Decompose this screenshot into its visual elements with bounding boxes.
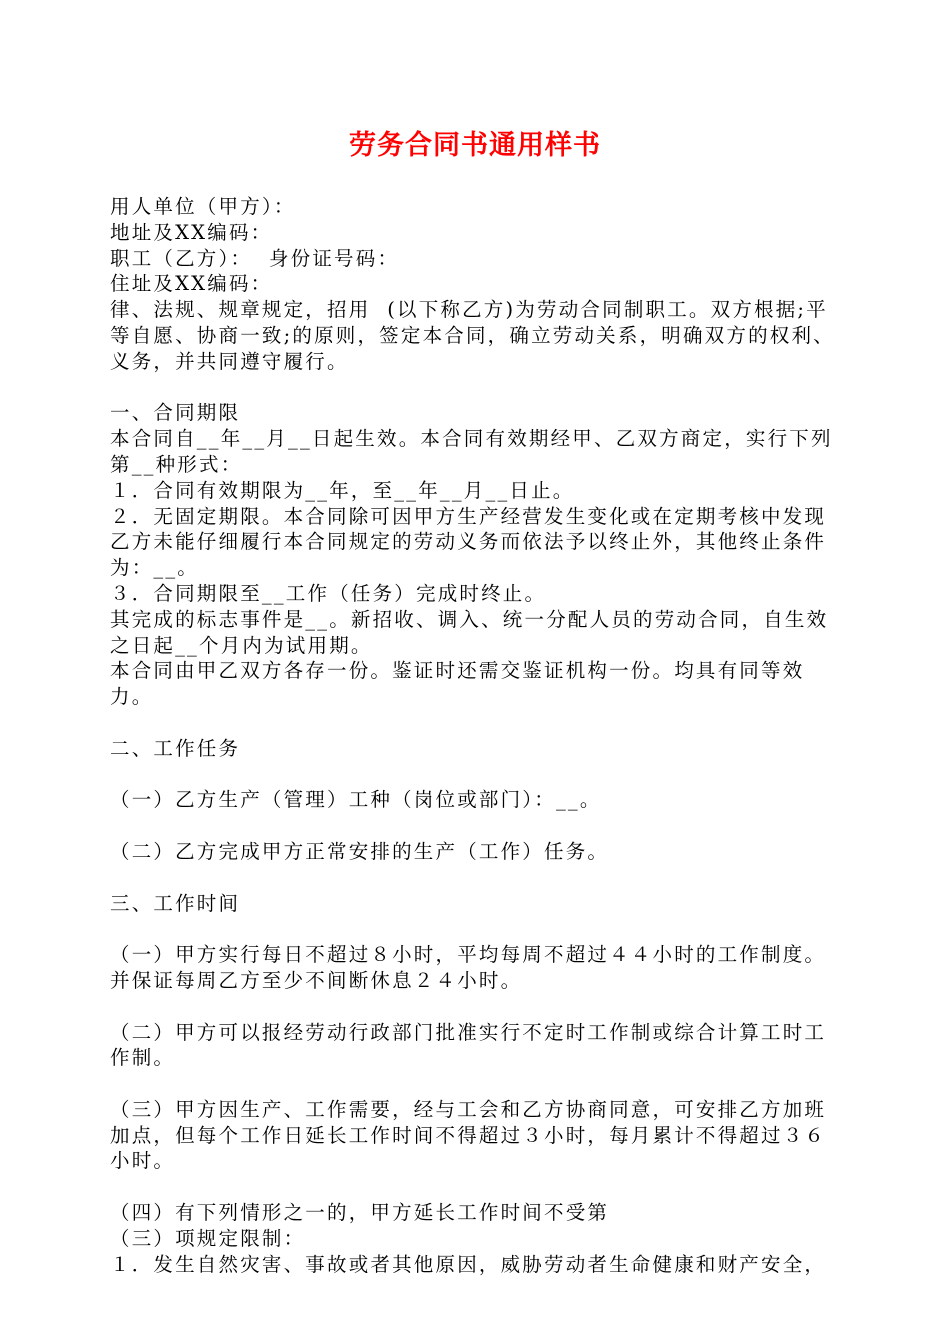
- document-paragraph: （一）甲方实行每日不超过８小时，平均每周不超过４４小时的工作制度。并保证每周乙方至少不间断休息２４小时。: [110, 943, 827, 992]
- document-body: [110, 194, 845, 1277]
- document-paragraph: （一）乙方生产（管理）工种（岗位或部门）：__。: [110, 788, 602, 812]
- document-paragraph: 职工（乙方）： 身份证号码：: [110, 246, 400, 270]
- document-paragraph: （二）甲方可以报经劳动行政部门批准实行不定时工作制或综合计算工时工作制。: [110, 1020, 827, 1070]
- document-paragraph: 用人单位（甲方）：: [110, 195, 296, 218]
- document-paragraph: （三）甲方因生产、工作需要，经与工会和乙方协商同意，可安排乙方加班加点，但每个工作日延长工作时间不得超过３小时，每月累计不得超过３６小时。: [110, 1097, 827, 1173]
- document-paragraph: （二）乙方完成甲方正常安排的生产（工作）任务。: [110, 839, 610, 863]
- document-paragraph: （四）有下列情形之一的，甲方延长工作时间不受第: [110, 1201, 610, 1225]
- document-paragraph: 律、法规、规章规定，招用 (以下称乙方)为劳动合同制职工。双方根据;平等自愿、协商一致;的原则，签定本合同，确立劳动关系，明确双方的权利、义务，并共同遵守履行。: [110, 298, 835, 373]
- document-paragraph: 一、合同期限: [110, 401, 241, 425]
- document-title: 劳务合同书通用样书: [349, 130, 601, 161]
- document-paragraph: 住址及XX编码：: [110, 272, 273, 296]
- document-paragraph: 三、工作时间: [110, 891, 241, 915]
- document-paragraph: ２．无固定期限。本合同除可因甲方生产经营发生变化或在定期考核中发现乙方未能仔细履行本合同规定的劳动义务而依法予以终止外，其他终止条件为：__。: [110, 504, 827, 580]
- document-paragraph: 本合同自__年__月__日起生效。本合同有效期经甲、乙双方商定，实行下列第__种形式：: [110, 427, 833, 476]
- document-paragraph: １．发生自然灾害、事故或者其他原因，威胁劳动者生命健康和财产安全，: [110, 1252, 827, 1276]
- document-paragraph: 本合同由甲乙双方各存一份。鉴证时还需交鉴证机构一份。均具有同等效力。: [110, 659, 805, 709]
- document-paragraph: １．合同有效期限为__年，至__年__月__日止。: [110, 478, 575, 502]
- document-paragraph: ３．合同期限至__工作（任务）完成时终止。: [110, 581, 547, 605]
- document-paragraph: （三）项规定限制：: [110, 1226, 306, 1250]
- document-paragraph: 地址及XX编码：: [110, 220, 273, 244]
- document-paragraph: 其完成的标志事件是__。新招收、调入、统一分配人员的劳动合同，自生效之日起__个月内为试用期。: [110, 607, 829, 657]
- document-paragraph: 二、工作任务: [110, 736, 241, 760]
